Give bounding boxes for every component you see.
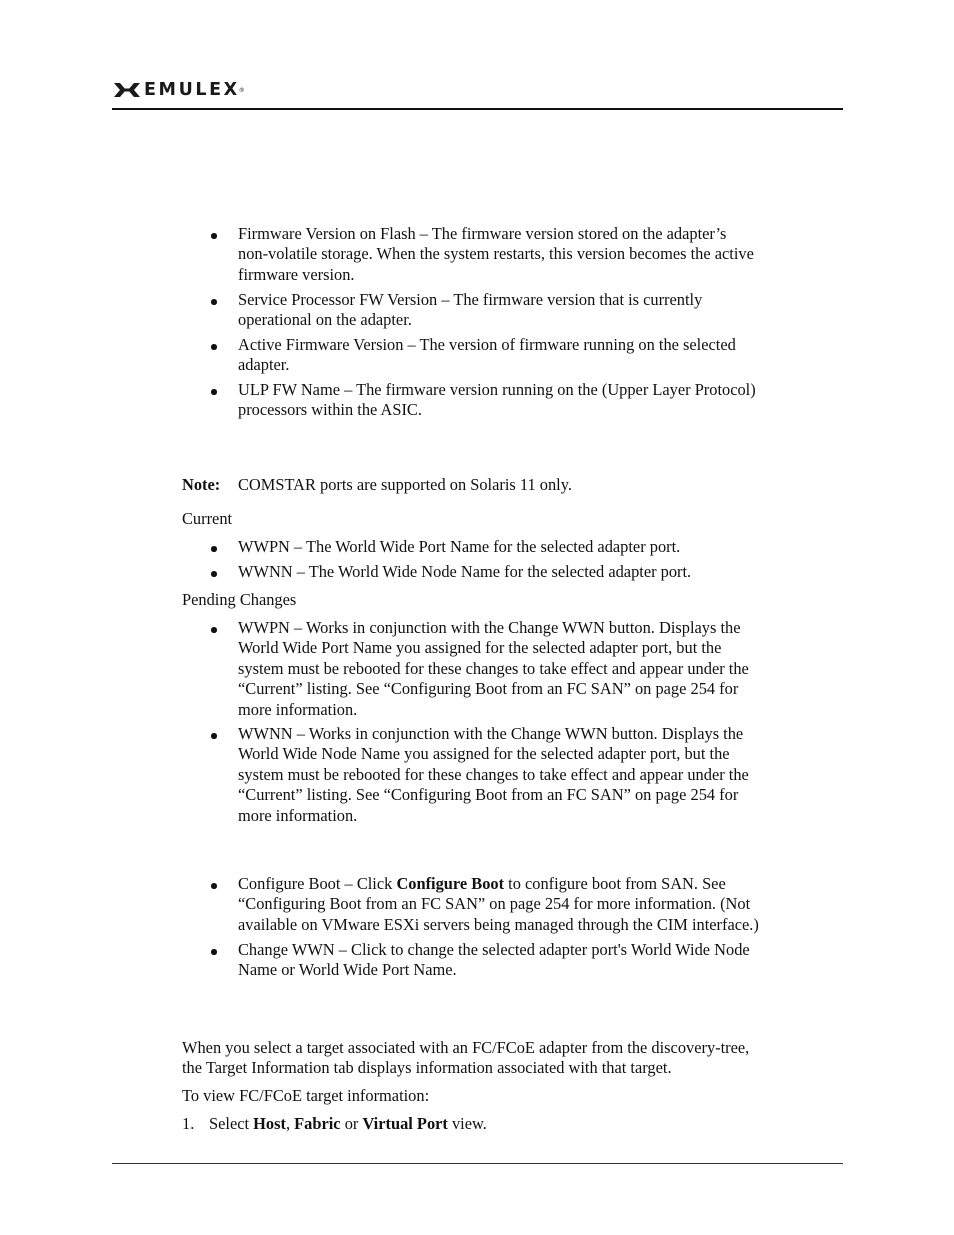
note-label: Note:: [182, 475, 221, 494]
list-item-line: Service Processor FW Version – The firmware version that is currently: [238, 290, 703, 309]
step-number: 1.: [182, 1114, 195, 1133]
list-item-line: system must be rebooted for these changes to take effect and appear under the: [238, 765, 749, 784]
list-item-line: firmware version.: [238, 265, 355, 284]
pending-heading: Pending Changes: [182, 590, 297, 609]
list-item-line: Change WWN – Click to change the selected adapter port's World Wide Node: [238, 940, 750, 959]
bullet-icon: [211, 733, 217, 739]
list-item: WWNN – The World Wide Node Name for the selected adapter port.: [238, 562, 692, 581]
list-item: WWPN – The World Wide Port Name for the selected adapter port.: [238, 537, 681, 556]
bullet-icon: [211, 571, 217, 577]
bullet-icon: [211, 627, 217, 633]
paragraph-line: When you select a target associated with an FC/FCoE adapter from the discovery-tree,: [182, 1038, 750, 1057]
footer-rule: [112, 1163, 843, 1164]
header-rule: [112, 108, 843, 110]
list-item-line: WWNN – Works in conjunction with the Change WWN button. Displays the: [238, 724, 744, 743]
bullet-icon: [211, 546, 217, 552]
list-item-line: “Current” listing. See “Configuring Boot from an FC SAN” on page 254 for: [238, 679, 739, 698]
paragraph-line: the Target Information tab displays information associated with that target.: [182, 1058, 672, 1077]
view-intro: To view FC/FCoE target information:: [182, 1086, 430, 1105]
note-text: COMSTAR ports are supported on Solaris 11 only.: [238, 475, 572, 494]
list-item-line: more information.: [238, 700, 358, 719]
list-item-line: Name or World Wide Port Name.: [238, 960, 457, 979]
emulex-logo: [112, 80, 245, 100]
brand-name: EMULEX: [144, 80, 240, 100]
list-item-line: non-volatile storage. When the system restarts, this version becomes the active: [238, 244, 754, 263]
list-item-line: ULP FW Name – The firmware version running on the (Upper Layer Protocol): [238, 380, 756, 399]
page-header: [112, 80, 843, 110]
list-item-line: processors within the ASIC.: [238, 400, 422, 419]
list-item-line: more information.: [238, 806, 358, 825]
trademark: ®: [238, 86, 245, 94]
list-item-line: available on VMware ESXi servers being managed through the CIM interface.): [238, 915, 759, 934]
list-item-line: World Wide Port Name you assigned for the selected adapter port, but the: [238, 638, 722, 657]
bullet-icon: [211, 344, 217, 350]
bullet-icon: [211, 299, 217, 305]
list-item-line: WWPN – Works in conjunction with the Change WWN button. Displays the: [238, 618, 741, 637]
configure-boot-line: Configure Boot – Click Configure Boot to configure boot from SAN. See: [238, 874, 726, 893]
list-item-line: “Current” listing. See “Configuring Boot from an FC SAN” on page 254 for: [238, 785, 739, 804]
list-item-line: Firmware Version on Flash – The firmware version stored on the adapter’s: [238, 224, 727, 243]
list-item-line: “Configuring Boot from an FC SAN” on page 254 for more information. (Not: [238, 894, 751, 913]
bullet-icon: [211, 883, 217, 889]
current-heading: Current: [182, 509, 233, 528]
list-item-line: Active Firmware Version – The version of firmware running on the selected: [238, 335, 736, 354]
bullet-icon: [211, 949, 217, 955]
list-item-line: World Wide Node Name you assigned for the selected adapter port, but the: [238, 744, 730, 763]
list-item-line: adapter.: [238, 355, 290, 374]
list-item-line: operational on the adapter.: [238, 310, 412, 329]
bullet-icon: [211, 233, 217, 239]
step-text: Select Host, Fabric or Virtual Port view.: [209, 1114, 487, 1133]
list-item-line: system must be rebooted for these changes to take effect and appear under the: [238, 659, 749, 678]
emulex-logo-icon: [112, 80, 142, 100]
bullet-icon: [211, 389, 217, 395]
